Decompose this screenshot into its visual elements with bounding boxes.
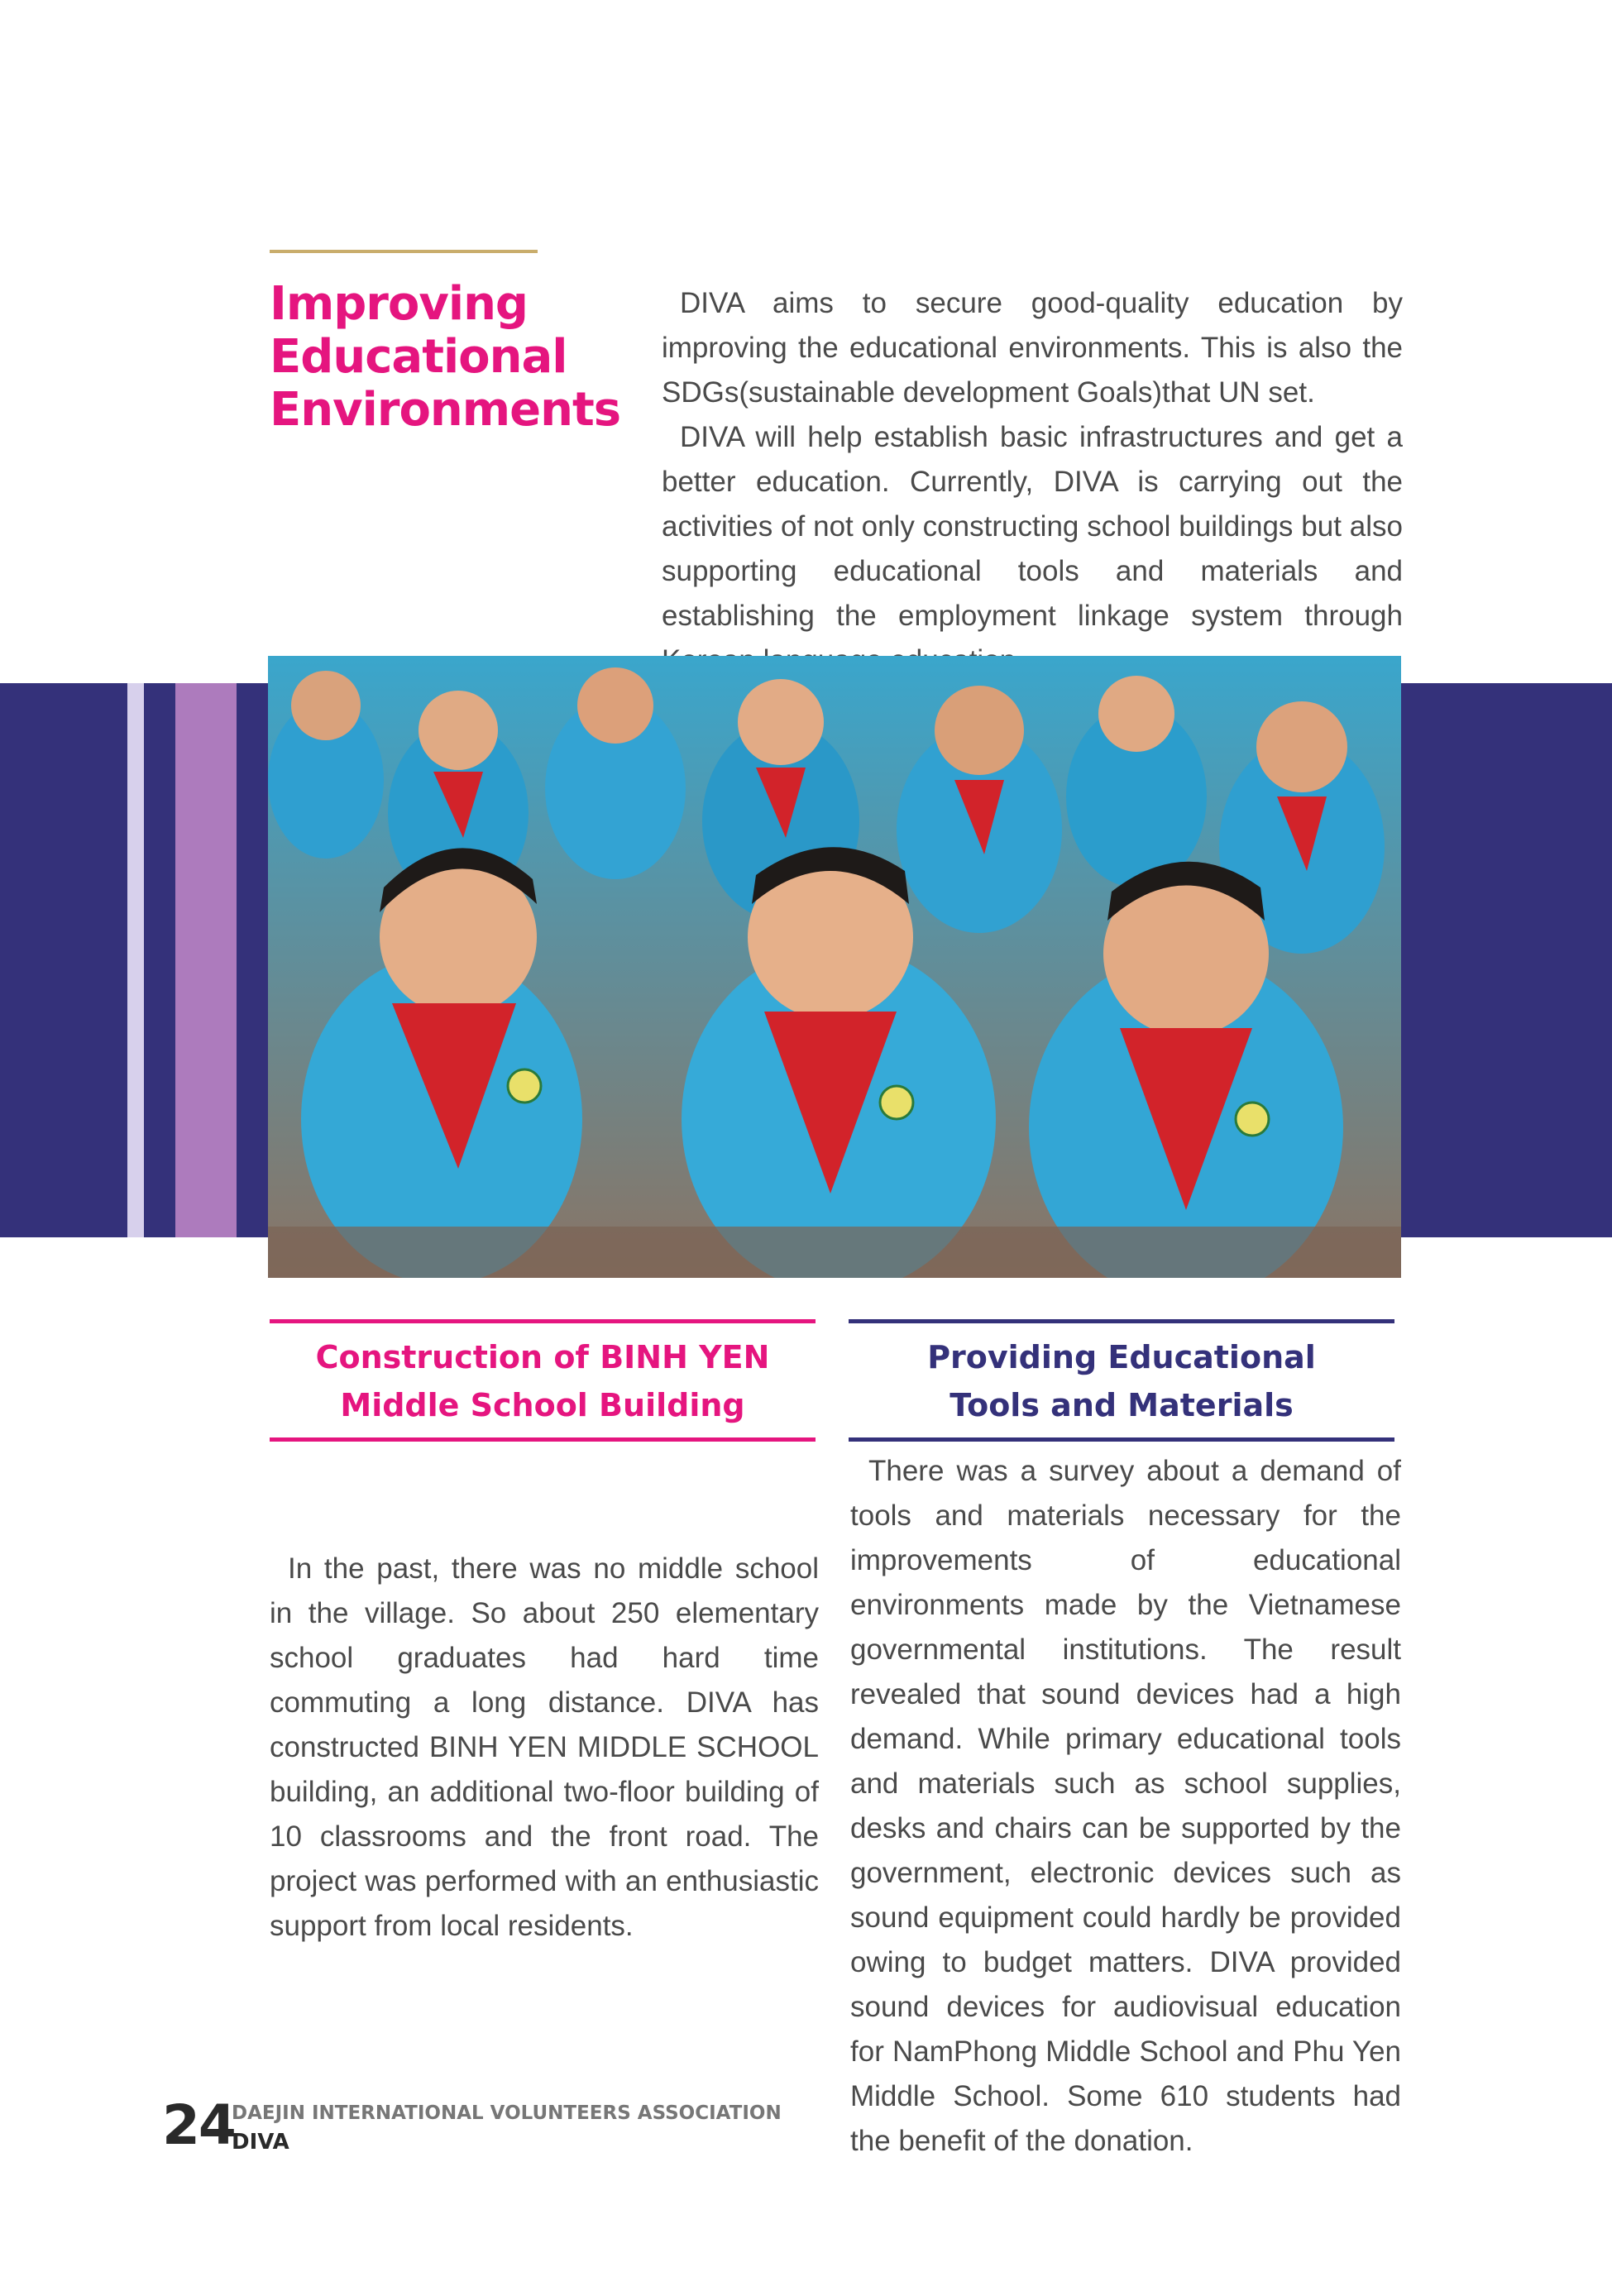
- intro-paragraph-2: DIVA will help establish basic infrastructures and get a better education. Currently, DIVA is carrying out the activities of not only constructing school buildings but also supporting educational tools and materials and establishing the employment linkage system through: [662, 421, 1403, 632]
- section-title-tools-line-2: Tools and Materials: [950, 1387, 1294, 1423]
- title-divider: [270, 250, 538, 253]
- section-title-tools: [849, 1333, 1394, 1429]
- page-title-line-2: Educational: [270, 330, 567, 384]
- page-title-line-3: Environments: [270, 383, 621, 437]
- footer-short-name: DIVA: [232, 2130, 289, 2155]
- page-title: [270, 277, 621, 437]
- footer-org-name: DAEJIN INTERNATIONAL VOLUNTEERS ASSOCIATION: [232, 2102, 782, 2124]
- decorative-stripe-purple: [175, 683, 237, 1237]
- decorative-band-right: [1401, 683, 1612, 1237]
- decorative-stripe-light: [127, 683, 144, 1237]
- section-left-bottom-rule: [270, 1437, 816, 1442]
- section-title-construction-line-1: Construction of BINH YEN: [315, 1339, 770, 1375]
- section-right-top-rule: [849, 1319, 1394, 1323]
- section-title-tools-line-1: Providing Educational: [927, 1339, 1316, 1375]
- tools-paragraph: There was a survey about a demand of tools and materials necessary for the improvements of educational environments made by the Vietnamese governmental institutions. The result revealed that sound devices had a high demand. While primary educational tools and materials such as school supplies, desks and chairs can be supported by the government, electronic devices such as sound equipment could hardly be provided owing to budget matters. DIVA provided sound devices for audiovisual education for NamPhong Middle School and Phu Yen Middle School. Some 610 students had the benefit of the donation.: [850, 1455, 1401, 2157]
- page-number: 24: [162, 2093, 235, 2157]
- intro-text: [662, 281, 1403, 683]
- page-title-line-1: Improving: [270, 277, 529, 331]
- section-right-bottom-rule: [849, 1437, 1394, 1442]
- students-photo: [268, 656, 1401, 1278]
- section-title-construction-line-2: Middle School Building: [340, 1387, 745, 1423]
- construction-paragraph: In the past, there was no middle school in the village. So about 250 elementary school graduates had hard time commuting a long distance. DIVA has constructed BINH YEN MIDDLE SCHOOL building, an additional two-floor building of 10 classrooms and the front road. The project was performed with an enthusiastic support from local residents.: [270, 1552, 819, 1942]
- section-left-top-rule: [270, 1319, 816, 1323]
- construction-text: [270, 1547, 819, 1949]
- section-title-construction: [270, 1333, 816, 1429]
- tools-text: [850, 1449, 1401, 2164]
- intro-paragraph-1: DIVA aims to secure good-quality education by improving the educational environments. This is also the SDGs(sustainable development Goals)that UN set.: [662, 287, 1403, 409]
